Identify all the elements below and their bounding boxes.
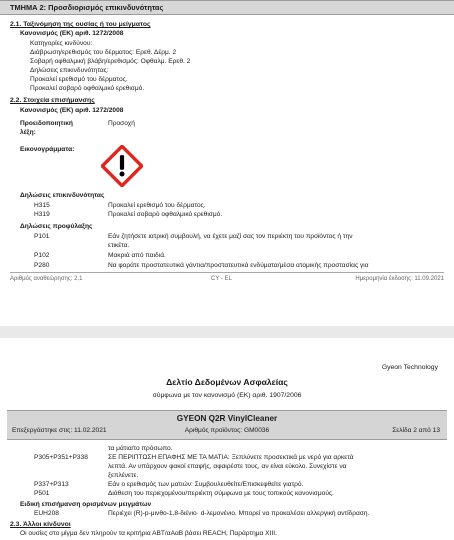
classification-line: Διάβρωση/ερεθισμός του δέρματος: Ερεθ. Δέρμ. 2 (30, 49, 177, 56)
hazard-code: H319 (34, 211, 50, 218)
section-title: ΤΜΗΜΑ 2: Προσδιορισμός επικινδυνότητας (10, 3, 164, 12)
precaution-code: P337+P313 (34, 481, 69, 488)
issue-date: Ημερομηνία έκδοσης: 11.09.2021 (355, 276, 444, 282)
regulation-label: Κανονισμός (ΕΚ) αριθ. 1272/2008 (20, 30, 124, 37)
precaution-text: Εάν ο ερεθισμός των ματιών: Συμβουλευθείτε/Επισκεφθείτε γιατρό. (108, 481, 304, 488)
regulation-label: Κανονισμός (ΕΚ) αριθ. 1272/2008 (20, 107, 124, 114)
euh-text: Περιέχει (R)-p-μινθο-1,8-διένιο· d-λεμονένιο. Μπορεί να προκαλέσει αλλεργική αντίδραση. (108, 510, 370, 517)
precaution-code: P501 (34, 490, 50, 497)
product-number: Αριθμός προϊόντος: GM0036 (184, 427, 270, 434)
company-name: Gyeon Technology (381, 364, 438, 371)
regulation-conformity: σύμφωνα με τον κανονισμό (ΕΚ) αριθ. 1907/2006 (152, 392, 302, 399)
signal-word-label: Προειδοποιητική (20, 120, 73, 127)
section-header (0, 0, 454, 15)
pictograms-label: Εικονογράμματα: (20, 146, 75, 153)
precautionary-statements-heading: Δηλώσεις προφύλαξης (20, 223, 93, 230)
exclamation-mark-icon (101, 145, 143, 187)
revision-number: Αριθμός αναθεώρησης: 2,1 (10, 276, 83, 282)
precaution-text: Να φοράτε προστατευτικά γάντια/προστατευτικά ενδύματα/μέσα ατομικής προστασίας για (108, 262, 369, 269)
classification-line: Σοβαρή οφθαλμική βλάβη/ερεθισμός: Οφθαλμ. Ερεθ. 2 (30, 58, 191, 65)
revision-date: Επεξεργάστηκε στις: 11.02.2021 (12, 427, 107, 434)
language-code: CY - EL (211, 276, 232, 282)
precaution-code: P280 (34, 262, 50, 269)
classification-line: Προκαλεί ερεθισμό του δέρματος. (30, 76, 128, 83)
precaution-code: P305+P351+P338 (34, 454, 88, 461)
precaution-code: P102 (34, 252, 50, 259)
precaution-text: λεπτά. Αν υπάρχουν φακοί επαφής, αφαιρέστε τους, αν είναι εύκολο. Συνεχίστε να (108, 463, 347, 470)
classification-line: Δηλώσεις επικινδυνότητας: (30, 67, 109, 74)
hazard-statements-heading: Δηλώσεις επικινδυνότητας (20, 192, 105, 199)
page-separator (0, 326, 454, 338)
classification-line: Προκαλεί σοβαρό οφθαλμικό ερεθισμό. (30, 85, 145, 92)
precaution-text-cont: ετικέτα. (108, 242, 130, 249)
precaution-text: Μακριά από παιδιά. (108, 252, 166, 259)
hazard-text: Προκαλεί σοβαρό οφθαλμικό ερεθισμό. (108, 211, 223, 218)
classification-line: Κατηγορίες κινδύνου: (30, 40, 93, 47)
subsection-heading-2-3: 2.3. Άλλοι κίνδυνοι (10, 521, 71, 528)
signal-word-value: Προσοχή (108, 120, 135, 127)
hazard-code: H315 (34, 202, 50, 209)
hazard-text: Προκαλεί ερεθισμό του δέρματος. (108, 202, 206, 209)
product-name: GYEON Q2R VinylCleaner (176, 414, 278, 423)
precaution-code: P101 (34, 233, 50, 240)
footer-divider (10, 272, 444, 273)
subsection-heading-2-2: 2.2. Στοιχεία επισήμανσης (10, 97, 95, 104)
precaution-text: Εάν ζητήσετε ιατρική συμβουλή, να έχετε μαζί σας τον περιέκτη του προϊόντος ή την (108, 233, 353, 240)
precaution-text: ξεπλένετε. (108, 472, 139, 479)
document-title: Δελτίο Δεδομένων Ασφαλείας (166, 377, 288, 387)
precaution-text-cont: τα μάτια/το πρόσωπο. (108, 445, 173, 452)
special-labelling-heading: Ειδική επισήμανση ορισμένων μειγμάτων (20, 501, 152, 508)
subsection-heading-2-1: 2.1. Ταξινόμηση της ουσίας ή του μείγματος (10, 21, 151, 28)
other-hazards-text: Οι ουσίες στο μίγμα δεν πληρούν τα κριτήρια ΑΒΤ/αΑαΒ βάσει REACH, Παράρτημα XIII. (20, 530, 277, 537)
page-number: Σελίδα 2 από 13 (392, 427, 440, 434)
euh-code: EUH208 (34, 510, 59, 517)
signal-word-label-cont: λέξη: (20, 129, 36, 136)
precaution-text: Διάθεση του περιεχομένου/περιέκτη σύμφωνα με τους τοπικούς κανονισμούς. (108, 490, 334, 497)
precaution-text: ΣΕ ΠΕΡΙΠΤΩΣΗ ΕΠΑΦΗΣ ΜΕ ΤΑ ΜΑΤΙΑ: Ξεπλύνετε προσεκτικά με νερό για αρκετά (108, 454, 354, 461)
